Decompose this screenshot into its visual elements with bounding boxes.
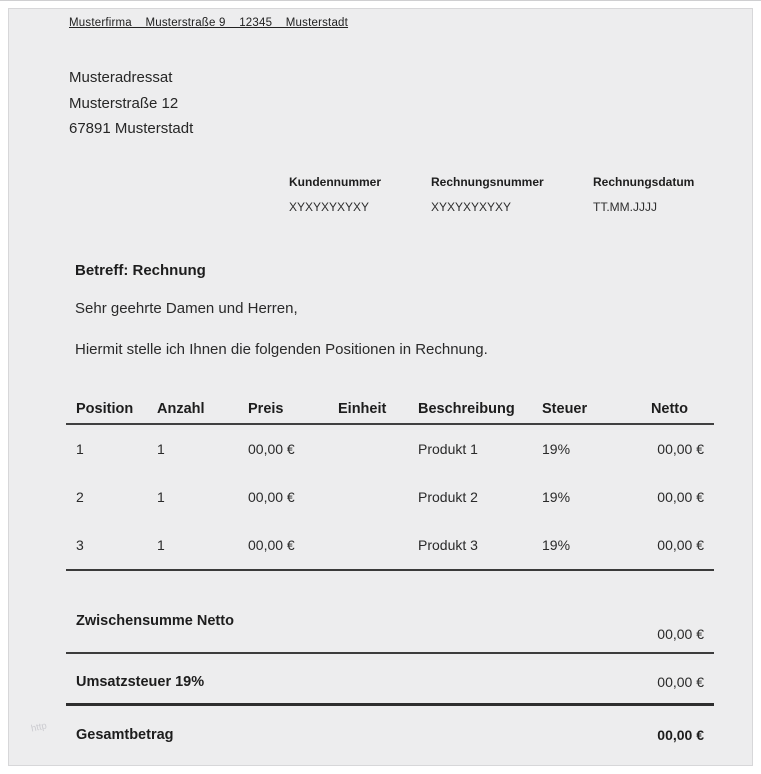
cell-preis: 00,00 € <box>248 489 295 505</box>
vat-row <box>66 654 714 706</box>
table-row <box>66 521 714 569</box>
cell-position: 3 <box>76 537 84 553</box>
cell-position: 2 <box>76 489 84 505</box>
invoice-date-block <box>593 175 694 214</box>
top-edge-line <box>0 0 761 1</box>
column-header-position: Position <box>76 401 134 417</box>
cell-netto: 00,00 € <box>657 441 704 457</box>
invoice-number-value: XYXYXYXYXY <box>431 200 512 214</box>
grand-total-value: 00,00 € <box>657 727 704 743</box>
grand-total-label: Gesamtbetrag <box>76 727 174 743</box>
table-header-row <box>66 401 714 425</box>
recipient-name: Musteradressat <box>69 69 173 86</box>
customer-number-block <box>289 175 431 214</box>
sender-address-line: Musterfirma Musterstraße 9 12345 Musterstadt <box>69 17 349 29</box>
table-row <box>66 425 714 473</box>
watermark-text: http <box>30 720 48 735</box>
customer-number-label: Kundennummer <box>289 175 382 189</box>
invoice-number-label: Rechnungsnummer <box>431 175 544 189</box>
recipient-street: Musterstraße 12 <box>69 94 179 112</box>
subtotal-value: 00,00 € <box>657 626 704 642</box>
recipient-city: 67891 Musterstadt <box>69 120 194 137</box>
greeting-line: Sehr geehrte Damen und Herren, <box>75 300 298 317</box>
column-header-beschreibung: Beschreibung <box>418 401 515 417</box>
intro-line: Hiermit stelle ich Ihnen die folgenden Positionen in Rechnung. <box>75 341 488 358</box>
invoice-date-value: TT.MM.JJJJ <box>593 200 657 214</box>
subject-line: Betreff: Rechnung <box>75 262 206 279</box>
column-header-steuer: Steuer <box>542 401 588 417</box>
subtotal-label: Zwischensumme Netto <box>76 613 234 629</box>
line-items-table <box>66 401 714 571</box>
vat-label: Umsatzsteuer 19% <box>76 674 205 690</box>
column-header-anzahl: Anzahl <box>157 401 205 417</box>
table-row <box>66 473 714 521</box>
invoice-date-label: Rechnungsdatum <box>593 175 695 189</box>
column-header-netto: Netto <box>650 401 688 417</box>
invoice-meta-row <box>289 175 694 214</box>
invoice-number-block <box>431 175 593 214</box>
column-header-einheit: Einheit <box>338 401 387 417</box>
cell-beschreibung: Produkt 3 <box>418 537 478 553</box>
cell-beschreibung: Produkt 2 <box>418 489 478 505</box>
invoice-page <box>8 8 753 766</box>
cell-anzahl: 1 <box>157 537 165 553</box>
cell-preis: 00,00 € <box>248 537 295 553</box>
cell-netto: 00,00 € <box>657 537 704 553</box>
customer-number-value: XYXYXYXYXY <box>289 200 370 214</box>
totals-section <box>66 570 714 766</box>
cell-netto: 00,00 € <box>657 489 704 505</box>
column-header-preis: Preis <box>248 401 284 417</box>
cell-anzahl: 1 <box>157 489 165 505</box>
cell-steuer: 19% <box>542 537 571 553</box>
subtotal-row <box>66 570 714 654</box>
grand-total-row <box>66 706 714 766</box>
table-body <box>66 425 714 571</box>
vat-value: 00,00 € <box>657 674 704 690</box>
cell-position: 1 <box>76 441 84 457</box>
cell-anzahl: 1 <box>157 441 165 457</box>
cell-beschreibung: Produkt 1 <box>418 441 478 457</box>
cell-preis: 00,00 € <box>248 441 295 457</box>
recipient-address-block <box>69 65 193 142</box>
cell-steuer: 19% <box>542 489 571 505</box>
cell-steuer: 19% <box>542 441 571 457</box>
